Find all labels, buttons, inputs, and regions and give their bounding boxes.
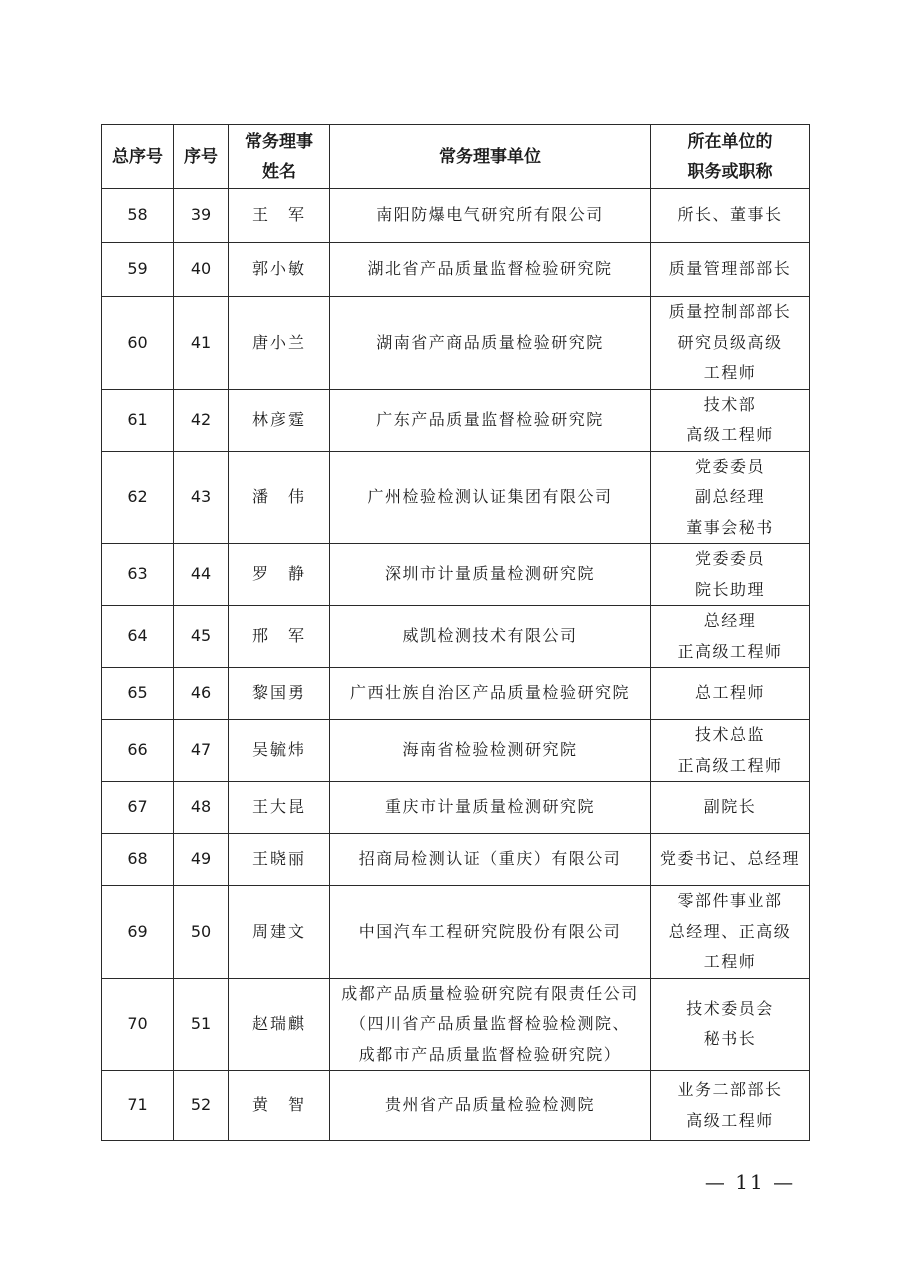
cell-unit [330, 297, 651, 390]
table-row [102, 606, 810, 668]
cell-unit [330, 189, 651, 243]
unit-line: 中国汽车工程研究院股份有限公司 [358, 921, 622, 941]
title-line: 党委书记、总经理 [659, 849, 800, 869]
cell-total-no: 67 [102, 782, 174, 834]
cell-unit [330, 451, 651, 544]
cell-no: 40 [174, 243, 229, 297]
title-line: 党委委员 [694, 549, 765, 568]
council-member-table [101, 124, 810, 1141]
cell-title [651, 451, 810, 544]
header-unit: 常务理事单位 [330, 125, 651, 189]
cell-title [651, 978, 810, 1071]
cell-unit [330, 1071, 651, 1141]
table-row [102, 389, 810, 451]
title-line: 秘书长 [703, 1029, 757, 1049]
unit-line: （四川省产品质量监督检验检测院、 [349, 1014, 630, 1033]
cell-total-no: 62 [102, 451, 174, 544]
unit-line: 贵州省产品质量检验检测院 [384, 1095, 595, 1115]
cell-title [651, 544, 810, 606]
cell-name: 王 军 [229, 189, 330, 243]
table-row [102, 297, 810, 390]
cell-unit [330, 668, 651, 720]
table-row [102, 782, 810, 834]
cell-total-no: 64 [102, 606, 174, 668]
cell-no: 48 [174, 782, 229, 834]
cell-title [651, 782, 810, 834]
title-line: 董事会秘书 [686, 517, 774, 537]
title-line: 所长、董事长 [677, 205, 783, 225]
page-number: — 11 — [704, 1170, 796, 1194]
table-row [102, 834, 810, 886]
cell-title [651, 189, 810, 243]
title-line: 质量管理部部长 [668, 259, 792, 279]
unit-line: 广州检验检测认证集团有限公司 [367, 487, 613, 506]
cell-title [651, 1071, 810, 1141]
cell-unit [330, 720, 651, 782]
unit-line: 海南省检验检测研究院 [402, 740, 578, 760]
cell-unit [330, 389, 651, 451]
cell-no: 47 [174, 720, 229, 782]
title-line: 工程师 [703, 363, 757, 382]
title-line: 正高级工程师 [677, 641, 783, 661]
cell-no: 51 [174, 978, 229, 1071]
table-row [102, 978, 810, 1071]
unit-line: 重庆市计量质量检测研究院 [384, 797, 595, 817]
table-header-row [102, 125, 810, 189]
cell-name: 罗 静 [229, 544, 330, 606]
cell-name: 邢 军 [229, 606, 330, 668]
unit-line: 广西壮族自治区产品质量检验研究院 [349, 683, 630, 703]
cell-name: 王晓丽 [229, 834, 330, 886]
cell-name: 唐小兰 [229, 297, 330, 390]
table-row [102, 668, 810, 720]
header-total-no: 总序号 [102, 125, 174, 189]
header-name-line: 姓名 [262, 161, 296, 182]
unit-line: 广东产品质量监督检验研究院 [376, 409, 604, 429]
table-row [102, 451, 810, 544]
cell-title [651, 243, 810, 297]
cell-total-no: 71 [102, 1071, 174, 1141]
cell-name: 潘 伟 [229, 451, 330, 544]
cell-name: 赵瑞麒 [229, 978, 330, 1071]
cell-total-no: 61 [102, 389, 174, 451]
unit-line: 湖南省产商品质量检验研究院 [376, 332, 604, 352]
table-row [102, 243, 810, 297]
cell-title [651, 668, 810, 720]
cell-title [651, 720, 810, 782]
cell-total-no: 63 [102, 544, 174, 606]
cell-no: 52 [174, 1071, 229, 1141]
table-row [102, 189, 810, 243]
cell-total-no: 66 [102, 720, 174, 782]
cell-name: 黄 智 [229, 1071, 330, 1141]
cell-name: 林彦霆 [229, 389, 330, 451]
cell-name: 王大昆 [229, 782, 330, 834]
cell-total-no: 68 [102, 834, 174, 886]
header-name-line: 常务理事 [245, 131, 313, 152]
unit-line: 深圳市计量质量检测研究院 [384, 564, 595, 584]
unit-line: 成都市产品质量监督检验研究院） [358, 1044, 622, 1064]
cell-no: 50 [174, 886, 229, 979]
cell-name: 黎国勇 [229, 668, 330, 720]
cell-total-no: 65 [102, 668, 174, 720]
title-line: 零部件事业部 [677, 891, 783, 910]
title-line: 技术总监 [694, 725, 765, 744]
cell-total-no: 60 [102, 297, 174, 390]
cell-name: 周建文 [229, 886, 330, 979]
title-line: 技术委员会 [686, 998, 774, 1018]
header-no: 序号 [174, 125, 229, 189]
cell-no: 41 [174, 297, 229, 390]
title-line: 高级工程师 [686, 1110, 774, 1130]
cell-no: 44 [174, 544, 229, 606]
cell-total-no: 58 [102, 189, 174, 243]
cell-no: 42 [174, 389, 229, 451]
title-line: 总工程师 [694, 683, 765, 703]
cell-unit [330, 978, 651, 1071]
cell-no: 46 [174, 668, 229, 720]
title-line: 院长助理 [694, 579, 765, 599]
cell-unit [330, 243, 651, 297]
title-line: 党委委员 [694, 456, 765, 476]
cell-unit [330, 834, 651, 886]
cell-no: 49 [174, 834, 229, 886]
cell-total-no: 59 [102, 243, 174, 297]
header-name [229, 125, 330, 189]
cell-name: 郭小敏 [229, 243, 330, 297]
title-line: 技术部 [703, 394, 757, 414]
title-line: 副院长 [703, 797, 757, 817]
unit-line: 威凯检测技术有限公司 [402, 626, 578, 646]
title-line: 总经理、正高级 [668, 921, 792, 941]
unit-line: 南阳防爆电气研究所有限公司 [376, 205, 604, 225]
title-line: 副总经理 [694, 487, 765, 506]
cell-unit [330, 782, 651, 834]
title-line: 工程师 [703, 952, 757, 971]
cell-name: 吴毓炜 [229, 720, 330, 782]
cell-no: 43 [174, 451, 229, 544]
cell-total-no: 69 [102, 886, 174, 979]
cell-unit [330, 544, 651, 606]
title-line: 质量控制部部长 [668, 302, 792, 321]
cell-title [651, 834, 810, 886]
header-title-line: 所在单位的 [687, 131, 773, 152]
table-row [102, 1071, 810, 1141]
cell-no: 39 [174, 189, 229, 243]
cell-unit [330, 886, 651, 979]
title-line: 高级工程师 [686, 425, 774, 444]
unit-line: 湖北省产品质量监督检验研究院 [367, 259, 613, 279]
title-line: 总经理 [703, 611, 757, 630]
unit-line: 招商局检测认证（重庆）有限公司 [358, 849, 622, 869]
cell-title [651, 297, 810, 390]
cell-title [651, 606, 810, 668]
header-title [651, 125, 810, 189]
table-row [102, 720, 810, 782]
title-line: 业务二部部长 [677, 1080, 783, 1099]
cell-no: 45 [174, 606, 229, 668]
cell-title [651, 389, 810, 451]
cell-unit [330, 606, 651, 668]
table-row [102, 544, 810, 606]
table-body [102, 189, 810, 1141]
title-line: 研究员级高级 [677, 332, 783, 352]
title-line: 正高级工程师 [677, 755, 783, 775]
cell-title [651, 886, 810, 979]
table-row [102, 886, 810, 979]
cell-total-no: 70 [102, 978, 174, 1071]
unit-line: 成都产品质量检验研究院有限责任公司 [341, 983, 639, 1003]
header-title-line: 职务或职称 [687, 161, 773, 182]
